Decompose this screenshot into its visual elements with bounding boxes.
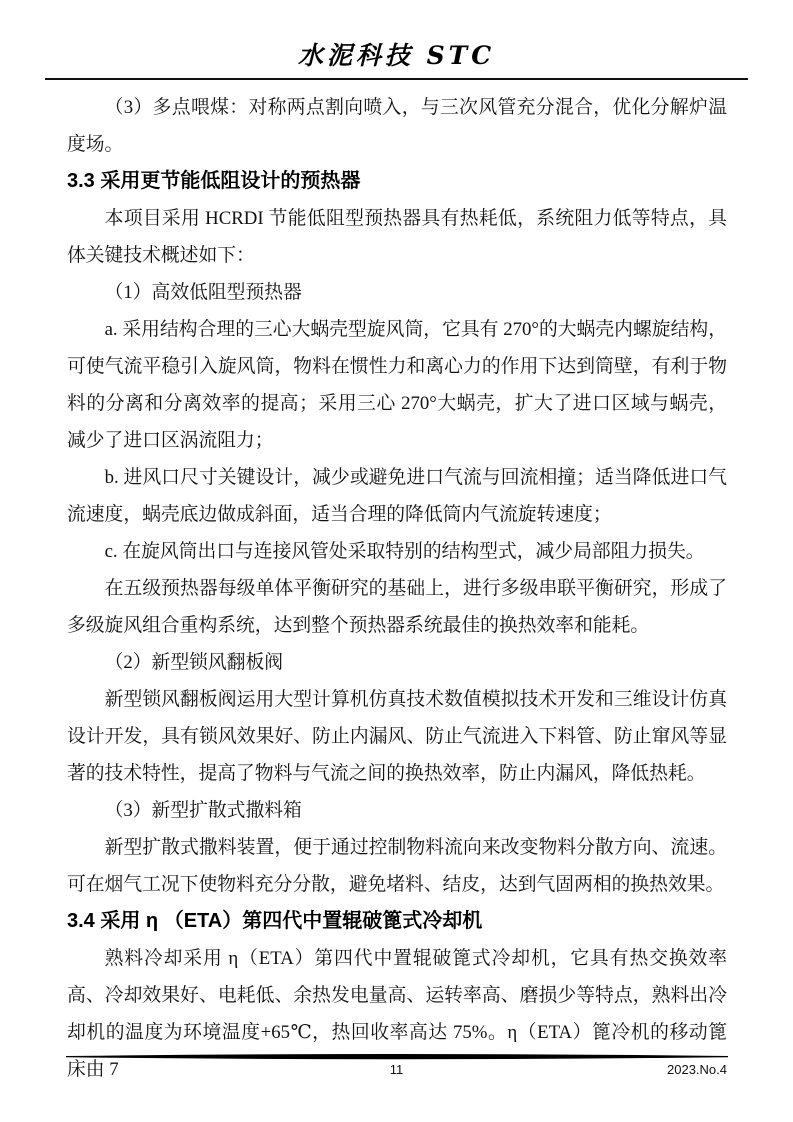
list-item-1-heading: （1）高效低阻型预热器 bbox=[104, 282, 302, 303]
paragraph-item1-b: b. 进风口尺寸关键设计，减少或避免进口气流与回流相撞；适当降低进口气流速度，蜗壳底边做成斜面，适当合理的降低筒内气流旋转速度； bbox=[67, 467, 727, 525]
paragraph-feed-coal: （3）多点喂煤：对称两点割向喷入，与三次风管充分混合，优化分解炉温度场。 bbox=[67, 97, 727, 155]
page-header bbox=[45, 40, 748, 80]
paragraph-cooler: 熟料冷却采用 η（ETA）第四代中置辊破篦式冷却机，它具有热交换效率高、冷却效果好、电耗低、余热发电量高、运转率高、磨损少等特点，熟料出冷却机的温度为环境温度+65℃，热回收率高达 75%。η（ETA）篦冷机的移动篦床由 7 bbox=[67, 948, 727, 1080]
paragraph-item3-body: 新型扩散式撒料装置，便于通过控制物料流向来改变物料分散方向、流速。可在烟气工况下使物料充分分散，避免堵料、结皮，达到气固两相的换热效果。 bbox=[67, 837, 727, 895]
paragraph-balance-study: 在五级预热器每级单体平衡研究的基础上，进行多级串联平衡研究，形成了多级旋风组合重构系统，达到整个预热器系统最佳的换热效率和能耗。 bbox=[67, 578, 727, 636]
paragraph-item1-c: c. 在旋风筒出口与连接风管处采取特别的结构型式，减少局部阻力损失。 bbox=[104, 541, 705, 562]
section-heading-3-4: 3.4 采用 η （ETA）第四代中置辊破篦式冷却机 bbox=[67, 910, 483, 932]
list-item-3-heading: （3）新型扩散式撒料箱 bbox=[104, 800, 302, 821]
document-body bbox=[67, 89, 727, 1088]
paragraph-item1-a: a. 采用结构合理的三心大蜗壳型旋风筒，它具有 270°的大蜗壳内螺旋结构，可使气流平稳引入旋风筒，物料在惯性力和离心力的作用下达到筒壁，有利于物料的分离和分离效率的提高；采用三心 270°大蜗壳，扩大了进口区域与蜗壳，减少了进口区涡流阻力； bbox=[67, 319, 727, 451]
footer-rule bbox=[66, 1053, 728, 1061]
paragraph-item2-body: 新型锁风翻板阀运用大型计算机仿真技术数值模拟技术开发和三维设计仿真设计开发，具有锁风效果好、防止内漏风、防止气流进入下料管、防止窜风等显著的技术特性，提高了物料与气流之间的换热效率，防止内漏风，降低热耗。 bbox=[67, 689, 727, 784]
journal-title: 水泥科技 STC bbox=[297, 41, 496, 70]
footer-page-number: 11 bbox=[389, 1062, 404, 1077]
footer-issue-label: 2023.No.4 bbox=[667, 1062, 727, 1077]
list-item-2-heading: （2）新型锁风翻板阀 bbox=[104, 652, 284, 673]
section-heading-3-3: 3.3 采用更节能低阻设计的预热器 bbox=[67, 170, 361, 192]
paragraph-3-3-intro: 本项目采用 HCRDI 节能低阻型预热器具有热耗低，系统阻力低等特点，具体关键技术概述如下： bbox=[67, 208, 727, 266]
